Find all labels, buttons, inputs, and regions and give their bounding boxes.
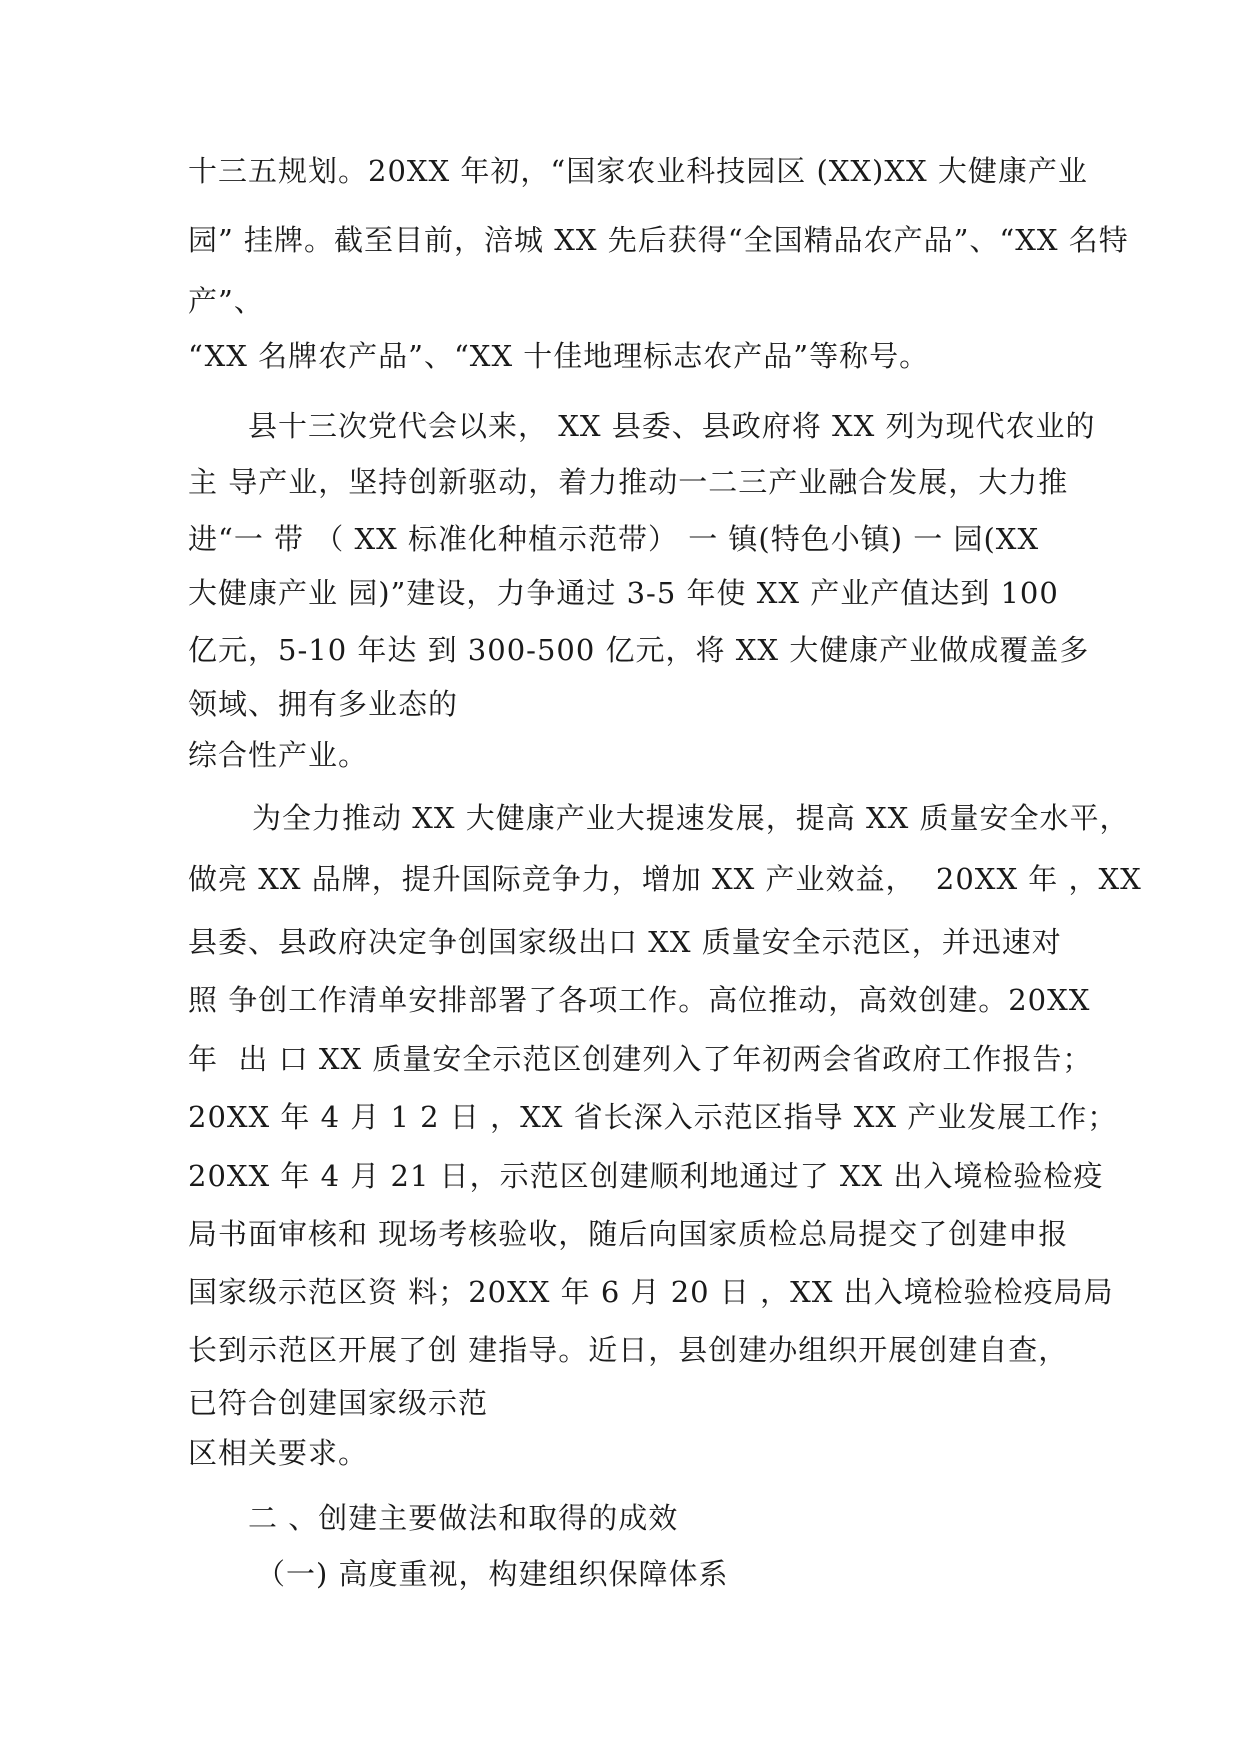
body-line: 20XX 年 4 月 21 日，示范区创建顺利地通过了 XX 出入境检验检疫 xyxy=(188,1159,1104,1193)
body-line: 县十三次党代会以来， XX 县委、县政府将 XX 列为现代农业的 xyxy=(248,409,1096,443)
body-line: 已符合创建国家级示范 xyxy=(188,1386,489,1420)
body-line: 产”、 xyxy=(188,284,264,318)
body-line: 领域、拥有多业态的 xyxy=(188,687,459,721)
body-line: 园” 挂牌。截至目前，涪城 XX 先后获得“全国精品农产品”、“XX 名特 xyxy=(188,223,1129,257)
body-line: 为全力推动 XX 大健康产业大提速发展，提高 XX 质量安全水平， xyxy=(252,801,1130,835)
body-line: 局书面审核和 现场考核验收，随后向国家质检总局提交了创建申报 xyxy=(188,1217,1069,1251)
body-line: 大健康产业 园)”建设，力争通过 3-5 年使 XX 产业产值达到 100 xyxy=(188,576,1059,610)
body-line: 十三五规划。20XX 年初，“国家农业科技园区 (XX)XX 大健康产业 xyxy=(188,154,1088,188)
body-line: 长到示范区开展了创 建指导。近日，县创建办组织开展创建自查， xyxy=(188,1333,1069,1367)
body-line: 区相关要求。 xyxy=(188,1436,369,1470)
section-heading: 二 、创建主要做法和取得的成效 xyxy=(248,1501,679,1535)
body-line: 主 导产业，坚持创新驱动，着力推动一二三产业融合发展，大力推 xyxy=(188,465,1069,499)
body-line: 综合性产业。 xyxy=(188,738,369,772)
body-line: 进“一 带 （ XX 标准化种植示范带） 一 镇(特色小镇) 一 园(XX xyxy=(188,522,1040,556)
body-line: 亿元，5-10 年达 到 300-500 亿元，将 XX 大健康产业做成覆盖多 xyxy=(188,633,1090,667)
subsection-heading: （一) 高度重视，构建组织保障体系 xyxy=(256,1557,729,1591)
body-line: “XX 名牌农产品”、“XX 十佳地理标志农产品”等称号。 xyxy=(188,339,930,373)
body-line: 做亮 XX 品牌，提升国际竞争力，增加 XX 产业效益， 20XX 年 ，XX xyxy=(188,862,1142,896)
body-line: 照 争创工作清单安排部署了各项工作。高位推动，高效创建。20XX xyxy=(188,983,1091,1017)
body-line: 国家级示范区资 料；20XX 年 6 月 20 日 ，XX 出入境检验检疫局局 xyxy=(188,1275,1114,1309)
body-line: 年 出 口 XX 质量安全示范区创建列入了年初两会省政府工作报告； xyxy=(188,1042,1093,1076)
body-line: 县委、县政府决定争创国家级出口 XX 质量安全示范区，并迅速对 xyxy=(188,925,1062,959)
body-line: 20XX 年 4 月 1 2 日 ，XX 省长深入示范区指导 XX 产业发展工作； xyxy=(188,1100,1118,1134)
